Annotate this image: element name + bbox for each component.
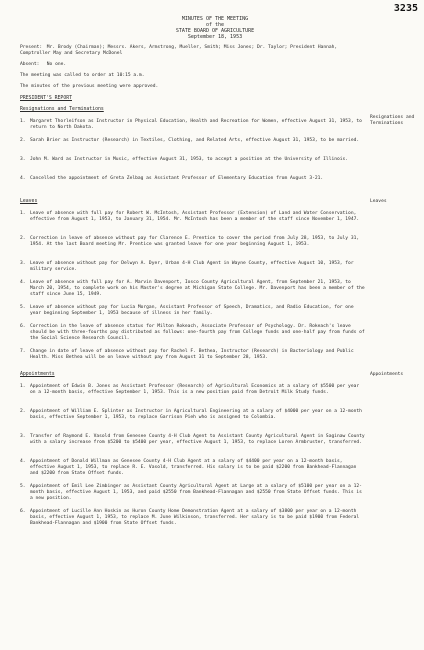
leave-item: [20, 305, 365, 317]
appointments-heading: Appointments: [20, 372, 55, 377]
item-text: Margaret Thorleifson as Instructor in Physical Education, Health and Recreation for Women, effective August 31, 1953, to return to North Dakota.: [30, 119, 362, 130]
item-text: Leave of absence with full pay for A. Marvin Davenport, Iosco County Agricultural Agent, from September 21, 1953, to March 20, 1954, to complete work on his Master's degree at Michigan State College. Mr. Davenport has been a member of the staff since June 15, 1949.: [30, 280, 365, 297]
item-number: 1.: [20, 384, 26, 389]
item-number: 6.: [20, 324, 26, 329]
item-text: Appointment of William E. Splinter as Instructor in Agricultural Engineering at a salary of $4000 per year on a 12-month basis, effective September 1, 1953, to replace Garrison Pieh who is assigned to Colombia.: [30, 409, 362, 420]
item-text: Leave of absence without pay for Lucia Morgan, Assistant Professor of Speech, Dramatics, and Radio Education, for one year beginning September 1, 1953 because of illness in her family.: [30, 305, 354, 316]
item-number: 4.: [20, 280, 26, 285]
resignations-margin-note: Resignations and Terminations: [370, 115, 415, 126]
item-text: John M. Ward as Instructor in Music, effective August 31, 1953, to accept a position at the University of Illinois.: [30, 157, 349, 162]
item-number: 2.: [20, 138, 26, 143]
appointment-item: [20, 484, 365, 502]
appointment-item: [20, 409, 365, 421]
absent-block: [20, 62, 365, 68]
item-number: 2.: [20, 409, 26, 414]
leave-item: [20, 211, 365, 223]
leave-item: [20, 261, 365, 273]
leaves-heading: Leaves: [20, 199, 38, 204]
item-text: Appointment of Emil Lee Zimbinger as Assistant County Agricultural Agent at Large at a salary of $5100 per year on a 12-month basis, effective August 1, 1953, and paid $2550 from Bankhead-Flannagan and $2550 from State Offset funds. This is a new position.: [30, 484, 362, 501]
item-text: Transfer of Raymond E. Vasold from Genesee County 4-H Club Agent to Assistant County Agricultural Agent in Saginaw County with a salary increase from $5200 to $5400 per year, effective August 1, 1953, to replace Loren Armbruster, transferred.: [30, 434, 365, 445]
leave-item: [20, 324, 365, 342]
resignation-item: [20, 176, 365, 182]
item-text: Appointment of Lucille Ann Hoskin as Huron County Home Demonstration Agent at a salary of $3800 per year on a 12-month basis, effective August 1, 1953, to replace M. June Wilkinson, transferred. Her salary is to be paid $1900 from Federal Bankhead-Flannagan and $1900 from State Offset funds.: [30, 509, 360, 526]
item-number: 4.: [20, 176, 26, 181]
appointment-item: [20, 434, 365, 446]
resignations-heading: Resignations and Terminations: [20, 107, 104, 112]
item-text: Correction in leave of absence without pay for Clarence E. Prentice to cover the period from July 28, 1953, to July 31, 1954. At the last Board meeting Mr. Prentice was granted leave for one year beginning August 1, 1953.: [30, 236, 360, 247]
leave-item: [20, 280, 365, 298]
present-label: Present:: [20, 45, 43, 50]
item-number: 4.: [20, 459, 26, 464]
page-number: 3235: [393, 3, 418, 14]
item-text: Change in date of leave of absence without pay for Rachel F. Bethea, Instructor (Research) in Bacteriology and Public Health. Miss Bethea will be on leave without pay from August 31 to September 28, 1953.: [30, 349, 354, 360]
resignation-item: [20, 119, 365, 131]
leave-item: [20, 349, 365, 361]
item-text: Leave of absence without pay for Delwyn A. Dyer, Urban 4-H Club Agent in Wayne County, effective August 10, 1953, for military service.: [30, 261, 354, 272]
present-block: [20, 45, 365, 57]
item-number: 1.: [20, 211, 26, 216]
absent-label: Absent:: [20, 62, 40, 67]
presidents-report-heading: PRESIDENT'S REPORT: [20, 96, 72, 101]
item-text: Leave of absence with full pay for Robert W. McIntosh, Assistant Professor (Extension) of Land and Water Conservation, effective from August 1, 1953, to January 31, 1954. Mr. McIntosh has been a member of the staff since November 1, 1947.: [30, 211, 360, 222]
item-text: Cancelled the appointment of Greta Zelbag as Assistant Professor of Elementary Education from August 3-21.: [30, 176, 324, 181]
item-number: 3.: [20, 261, 26, 266]
item-text: Sarah Brier as Instructor (Research) in Textiles, Clothing, and Related Arts, effective August 31, 1953, to be married.: [30, 138, 360, 143]
item-number: 3.: [20, 157, 26, 162]
item-number: 5.: [20, 305, 26, 310]
header-date: September 18, 1953: [187, 34, 243, 40]
appointment-item: [20, 384, 365, 396]
absent-text: No one.: [46, 62, 67, 67]
appointment-item: [20, 509, 365, 527]
header-board: STATE BOARD OF AGRICULTURE: [175, 28, 255, 34]
resignation-item: [20, 157, 365, 163]
item-text: Appointment of Donald Willman as Genesee County 4-H Club Agent at a salary of $4400 per year on a 12-month basis, effective August 1, 1953, to replace R. E. Vasold, transferred. His salary is to be paid $2200 from Bankhead-Flannagan and $2200 from State Offset funds.: [30, 459, 357, 476]
minutes-approved: The minutes of the previous meeting were approved.: [20, 84, 159, 89]
item-text: Correction in the leave of absence status for Milton Rokeach, Associate Professor of Psychology. Dr. Rokeach's leave should be with three-fourths pay distributed as follows: one-fourth pay from College funds and one-half pay from funds of the Social Science Research Council.: [30, 324, 365, 341]
item-number: 5.: [20, 484, 26, 489]
leaves-margin-note: Leaves: [370, 199, 387, 204]
header-title: MINUTES OF THE MEETING: [181, 16, 249, 22]
header-of: of the: [205, 22, 225, 28]
appointments-margin-note: Appointments: [370, 372, 404, 377]
called-to-order: The meeting was called to order at 10:15 a.m.: [20, 73, 145, 78]
item-number: 3.: [20, 434, 26, 439]
item-number: 7.: [20, 349, 26, 354]
appointment-item: [20, 459, 365, 477]
item-number: 1.: [20, 119, 26, 124]
present-text: Mr. Brody (Chairman); Messrs. Akers, Armstrong, Mueller, Smith; Miss Jones; Dr. Taylor; President Hannah, Comptroller May and Secretary McDonel: [20, 45, 338, 56]
item-number: 2.: [20, 236, 26, 241]
leave-item: [20, 236, 365, 248]
resignation-item: [20, 138, 365, 144]
item-number: 6.: [20, 509, 26, 514]
item-text: Appointment of Edwin B. Jones as Assistant Professor (Research) of Agricultural Economics at a salary of $5500 per year on a 12-month basis, effective September 1, 1953. This is a new position paid from Detroit Milk Study funds.: [30, 384, 360, 395]
